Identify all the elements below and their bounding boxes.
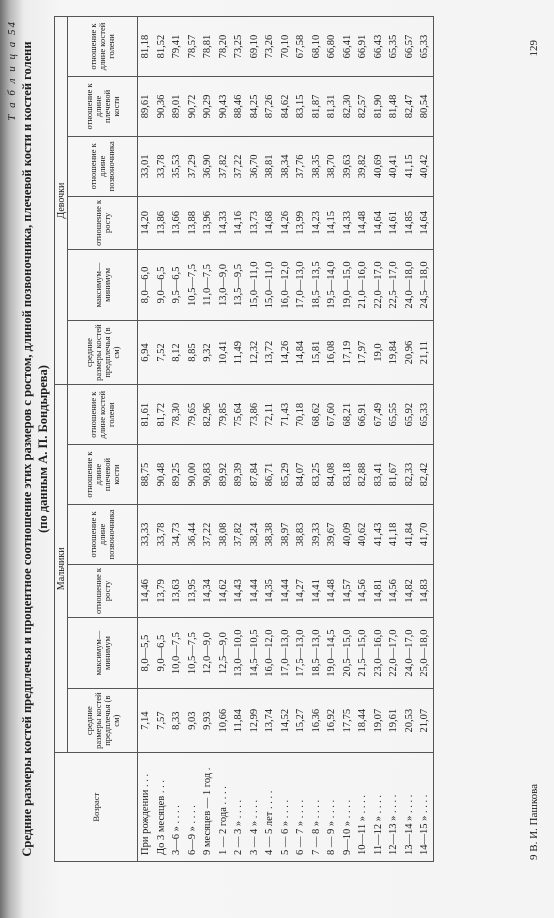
boys-value-cell: 75,64: [231, 385, 247, 445]
table-body: [138, 17, 434, 862]
girls-value-cell: 9,0—6,5: [154, 249, 170, 320]
boys-value-cell: 41,84: [402, 504, 418, 564]
girls-value-cell: 11,0—7,5: [200, 249, 216, 320]
boys-value-cell: 13,63: [169, 564, 185, 617]
girls-value-cell: 14,33: [216, 196, 232, 249]
boys-value-cell: 20,5—15,0: [340, 618, 356, 689]
girls-value-cell: 66,57: [402, 17, 418, 77]
age-cell: 9—10 » . . . .: [340, 753, 356, 862]
boys-value-cell: 18,44: [355, 689, 371, 753]
girls-value-cell: 14,68: [262, 196, 278, 249]
girls-value-cell: 22,0—17,0: [371, 249, 387, 320]
boys-value-cell: 70,18: [293, 385, 309, 445]
boys-value-cell: 14,56: [386, 564, 402, 617]
header-ratio-humerus: отношение к длине плечевой кости: [68, 77, 138, 137]
age-cell: 5 — 6 » . . . .: [278, 753, 294, 862]
boys-value-cell: 37,22: [200, 504, 216, 564]
girls-value-cell: 15,0—11,0: [247, 249, 263, 320]
boys-value-cell: 9,93: [200, 689, 216, 753]
boys-value-cell: 89,92: [216, 445, 232, 505]
boys-value-cell: 68,21: [340, 385, 356, 445]
age-cell: 13—14 » . . . .: [402, 753, 418, 862]
boys-value-cell: 73,86: [247, 385, 263, 445]
girls-value-cell: 82,30: [340, 77, 356, 137]
girls-value-cell: 19,5—14,0: [324, 249, 340, 320]
boys-value-cell: 17,0—13,0: [278, 618, 294, 689]
girls-value-cell: 6,94: [138, 320, 154, 384]
girls-value-cell: 39,82: [355, 136, 371, 196]
boys-value-cell: 79,65: [185, 385, 201, 445]
age-cell: 8 — 9 » . . . .: [324, 753, 340, 862]
girls-value-cell: 81,90: [371, 77, 387, 137]
boys-value-cell: 89,39: [231, 445, 247, 505]
girls-value-cell: 90,72: [185, 77, 201, 137]
boys-value-cell: 85,29: [278, 445, 294, 505]
boys-value-cell: 41,18: [386, 504, 402, 564]
boys-value-cell: 20,53: [402, 689, 418, 753]
girls-value-cell: 37,76: [293, 136, 309, 196]
boys-value-cell: 40,09: [340, 504, 356, 564]
girls-value-cell: 9,5—6,5: [169, 249, 185, 320]
header-age: Возраст: [55, 753, 138, 862]
girls-value-cell: 84,62: [278, 77, 294, 137]
boys-value-cell: 14,44: [278, 564, 294, 617]
boys-value-cell: 17,75: [340, 689, 356, 753]
boys-value-cell: 86,71: [262, 445, 278, 505]
header-ratio-height: отношение к росту: [68, 564, 138, 617]
girls-value-cell: 38,34: [278, 136, 294, 196]
table-row: [216, 17, 232, 862]
boys-value-cell: 88,75: [138, 445, 154, 505]
girls-value-cell: 78,57: [185, 17, 201, 77]
boys-value-cell: 82,42: [417, 445, 433, 505]
girls-value-cell: 83,15: [293, 77, 309, 137]
boys-value-cell: 7,57: [154, 689, 170, 753]
table-row: [154, 17, 170, 862]
boys-value-cell: 14,27: [293, 564, 309, 617]
girls-value-cell: 89,01: [169, 77, 185, 137]
boys-value-cell: 17,5—13,0: [293, 618, 309, 689]
girls-value-cell: 36,90: [200, 136, 216, 196]
boys-value-cell: 41,70: [417, 504, 433, 564]
girls-value-cell: 24,0—18,0: [402, 249, 418, 320]
boys-value-cell: 14,82: [402, 564, 418, 617]
boys-value-cell: 83,41: [371, 445, 387, 505]
girls-value-cell: 84,25: [247, 77, 263, 137]
girls-value-cell: 21,11: [417, 320, 433, 384]
boys-value-cell: 33,78: [154, 504, 170, 564]
boys-value-cell: 38,38: [262, 504, 278, 564]
boys-value-cell: 11,84: [231, 689, 247, 753]
girls-value-cell: 13,73: [247, 196, 263, 249]
table-row: [169, 17, 185, 862]
girls-value-cell: 14,26: [278, 196, 294, 249]
girls-value-cell: 19,0: [371, 320, 387, 384]
boys-value-cell: 90,83: [200, 445, 216, 505]
boys-value-cell: 84,08: [324, 445, 340, 505]
boys-value-cell: 81,67: [386, 445, 402, 505]
girls-value-cell: 67,58: [293, 17, 309, 77]
boys-value-cell: 23,0—16,0: [371, 618, 387, 689]
girls-value-cell: 17,19: [340, 320, 356, 384]
data-table: [54, 16, 434, 862]
girls-value-cell: 35,53: [169, 136, 185, 196]
girls-value-cell: 14,61: [386, 196, 402, 249]
girls-value-cell: 14,16: [231, 196, 247, 249]
boys-value-cell: 40,62: [355, 504, 371, 564]
girls-value-cell: 90,36: [154, 77, 170, 137]
table-row: [386, 17, 402, 862]
girls-value-cell: 14,84: [293, 320, 309, 384]
girls-value-cell: 37,29: [185, 136, 201, 196]
boys-value-cell: 33,33: [138, 504, 154, 564]
header-maxmin: максимум—минимум: [68, 618, 138, 689]
boys-value-cell: 16,36: [309, 689, 325, 753]
girls-value-cell: 41,15: [402, 136, 418, 196]
girls-value-cell: 82,57: [355, 77, 371, 137]
table-label: Т а б л и ц а 54: [6, 20, 18, 121]
girls-value-cell: 38,81: [262, 136, 278, 196]
girls-value-cell: 37,22: [231, 136, 247, 196]
girls-value-cell: 13,88: [185, 196, 201, 249]
girls-value-cell: 68,10: [309, 17, 325, 77]
boys-value-cell: 38,08: [216, 504, 232, 564]
boys-value-cell: 9,0—6,5: [154, 618, 170, 689]
header-maxmin: максимум—минимум: [68, 249, 138, 320]
age-cell: 4 — 5 лет . . . .: [262, 753, 278, 862]
boys-value-cell: 82,33: [402, 445, 418, 505]
table-row: [247, 17, 263, 862]
boys-value-cell: 65,92: [402, 385, 418, 445]
girls-value-cell: 40,69: [371, 136, 387, 196]
boys-value-cell: 15,27: [293, 689, 309, 753]
boys-value-cell: 68,62: [309, 385, 325, 445]
boys-value-cell: 14,46: [138, 564, 154, 617]
header-ratio-shin: отношение к длине костей голени: [68, 385, 138, 445]
girls-value-cell: 14,64: [371, 196, 387, 249]
girls-value-cell: 73,26: [262, 17, 278, 77]
boys-value-cell: 71,43: [278, 385, 294, 445]
table-row: [262, 17, 278, 862]
girls-value-cell: 8,0—6,0: [138, 249, 154, 320]
table-row: [293, 17, 309, 862]
girls-value-cell: 38,35: [309, 136, 325, 196]
age-cell: 10—11 » . . . .: [355, 753, 371, 862]
boys-value-cell: 82,88: [355, 445, 371, 505]
boys-value-cell: 81,72: [154, 385, 170, 445]
boys-value-cell: 72,11: [262, 385, 278, 445]
table-row: [200, 17, 216, 862]
boys-value-cell: 14,41: [309, 564, 325, 617]
girls-value-cell: 18,5—13,5: [309, 249, 325, 320]
boys-value-cell: 10,0—7,5: [169, 618, 185, 689]
boys-value-cell: 19,61: [386, 689, 402, 753]
header-ratio-shin: отношение к длине костей голени: [68, 17, 138, 77]
table-row: [402, 17, 418, 862]
boys-value-cell: 13,95: [185, 564, 201, 617]
girls-value-cell: 33,78: [154, 136, 170, 196]
girls-value-cell: 78,81: [200, 17, 216, 77]
age-cell: 3 — 4 » . . . .: [247, 753, 263, 862]
boys-value-cell: 16,0—12,0: [262, 618, 278, 689]
boys-value-cell: 13,79: [154, 564, 170, 617]
girls-value-cell: 81,87: [309, 77, 325, 137]
girls-value-cell: 14,33: [340, 196, 356, 249]
boys-value-cell: 89,25: [169, 445, 185, 505]
table-subtitle: (по данным А. П. Бондырева): [36, 365, 50, 533]
girls-value-cell: 66,41: [340, 17, 356, 77]
header-girls: Девочки: [55, 17, 68, 385]
girls-value-cell: 14,48: [355, 196, 371, 249]
girls-value-cell: 13,99: [293, 196, 309, 249]
boys-value-cell: 84,07: [293, 445, 309, 505]
boys-value-cell: 14,5—10,5: [247, 618, 263, 689]
girls-value-cell: 65,33: [417, 17, 433, 77]
girls-value-cell: 14,85: [402, 196, 418, 249]
header-mean: средние размеры костей предплечья (в см): [68, 320, 138, 384]
boys-value-cell: 14,44: [247, 564, 263, 617]
boys-value-cell: 10,66: [216, 689, 232, 753]
girls-value-cell: 13,5—9,5: [231, 249, 247, 320]
girls-value-cell: 39,63: [340, 136, 356, 196]
girls-value-cell: 8,85: [185, 320, 201, 384]
girls-value-cell: 70,10: [278, 17, 294, 77]
boys-value-cell: 90,00: [185, 445, 201, 505]
girls-value-cell: 10,5—7,5: [185, 249, 201, 320]
girls-value-cell: 81,52: [154, 17, 170, 77]
boys-value-cell: 22,0—17,0: [386, 618, 402, 689]
girls-value-cell: 14,20: [138, 196, 154, 249]
girls-value-cell: 90,43: [216, 77, 232, 137]
boys-value-cell: 36,44: [185, 504, 201, 564]
girls-value-cell: 81,31: [324, 77, 340, 137]
boys-value-cell: 78,30: [169, 385, 185, 445]
boys-value-cell: 13,74: [262, 689, 278, 753]
girls-value-cell: 81,48: [386, 77, 402, 137]
boys-value-cell: 14,48: [324, 564, 340, 617]
boys-value-cell: 8,0—5,5: [138, 618, 154, 689]
header-ratio-spine: отношение к длине позвоночника: [68, 504, 138, 564]
boys-value-cell: 65,55: [386, 385, 402, 445]
girls-value-cell: 14,23: [309, 196, 325, 249]
boys-value-cell: 9,03: [185, 689, 201, 753]
boys-value-cell: 41,43: [371, 504, 387, 564]
boys-value-cell: 21,07: [417, 689, 433, 753]
boys-value-cell: 18,5—13,0: [309, 618, 325, 689]
boys-value-cell: 7,14: [138, 689, 154, 753]
age-cell: 12—13 » . . . .: [386, 753, 402, 862]
girls-value-cell: 81,18: [138, 17, 154, 77]
girls-value-cell: 40,42: [417, 136, 433, 196]
girls-value-cell: 14,15: [324, 196, 340, 249]
boys-value-cell: 14,34: [200, 564, 216, 617]
boys-value-cell: 37,82: [231, 504, 247, 564]
boys-value-cell: 24,0—17,0: [402, 618, 418, 689]
table-row: [185, 17, 201, 862]
boys-value-cell: 8,33: [169, 689, 185, 753]
header-ratio-height: отношение к росту: [68, 196, 138, 249]
girls-value-cell: 82,47: [402, 77, 418, 137]
boys-value-cell: 12,99: [247, 689, 263, 753]
age-cell: 6—9 » . . . .: [185, 753, 201, 862]
age-cell: 2 — 3 » . . . .: [231, 753, 247, 862]
boys-value-cell: 14,57: [340, 564, 356, 617]
boys-value-cell: 16,92: [324, 689, 340, 753]
girls-value-cell: 16,0—12,0: [278, 249, 294, 320]
girls-value-cell: 8,12: [169, 320, 185, 384]
girls-value-cell: 37,82: [216, 136, 232, 196]
boys-value-cell: 14,35: [262, 564, 278, 617]
header-ratio-humerus: отношение к длине плечевой кости: [68, 445, 138, 505]
girls-value-cell: 87,26: [262, 77, 278, 137]
girls-value-cell: 66,91: [355, 17, 371, 77]
boys-value-cell: 14,52: [278, 689, 294, 753]
table-row: [340, 17, 356, 862]
boys-value-cell: 39,33: [309, 504, 325, 564]
girls-value-cell: 38,70: [324, 136, 340, 196]
boys-value-cell: 14,62: [216, 564, 232, 617]
girls-value-cell: 80,54: [417, 77, 433, 137]
header-boys: Мальчики: [55, 385, 68, 753]
girls-value-cell: 11,49: [231, 320, 247, 384]
boys-value-cell: 67,60: [324, 385, 340, 445]
boys-value-cell: 14,56: [355, 564, 371, 617]
girls-value-cell: 10,41: [216, 320, 232, 384]
girls-value-cell: 69,10: [247, 17, 263, 77]
age-cell: 11—12 » . . . .: [371, 753, 387, 862]
boys-value-cell: 14,43: [231, 564, 247, 617]
girls-value-cell: 22,5—17,0: [386, 249, 402, 320]
boys-value-cell: 25,0—18,0: [417, 618, 433, 689]
boys-value-cell: 19,07: [371, 689, 387, 753]
page-number: 129: [528, 40, 540, 57]
age-cell: До 3 месяцев . . .: [154, 753, 170, 862]
boys-value-cell: 79,85: [216, 385, 232, 445]
girls-value-cell: 21,0—16,0: [355, 249, 371, 320]
boys-value-cell: 67,49: [371, 385, 387, 445]
boys-value-cell: 87,84: [247, 445, 263, 505]
table-row: [371, 17, 387, 862]
boys-value-cell: 66,91: [355, 385, 371, 445]
boys-value-cell: 21,5—15,0: [355, 618, 371, 689]
boys-value-cell: 81,61: [138, 385, 154, 445]
header-mean: средние размеры костей предплечья (в см): [68, 689, 138, 753]
age-cell: 14—15 » . . . .: [417, 753, 433, 862]
age-cell: 6 — 7 » . . . .: [293, 753, 309, 862]
boys-value-cell: 10,5—7,5: [185, 618, 201, 689]
girls-value-cell: 13,66: [169, 196, 185, 249]
boys-value-cell: 39,67: [324, 504, 340, 564]
girls-value-cell: 12,32: [247, 320, 263, 384]
girls-value-cell: 9,32: [200, 320, 216, 384]
boys-value-cell: 38,97: [278, 504, 294, 564]
table-row: [231, 17, 247, 862]
boys-value-cell: 83,18: [340, 445, 356, 505]
table-row: [309, 17, 325, 862]
girls-value-cell: 66,43: [371, 17, 387, 77]
boys-value-cell: 34,73: [169, 504, 185, 564]
footer-author: 9 В. И. Пашкова: [528, 783, 540, 860]
boys-value-cell: 13,0—10,0: [231, 618, 247, 689]
girls-value-cell: 14,64: [417, 196, 433, 249]
table-row: [324, 17, 340, 862]
girls-value-cell: 13,72: [262, 320, 278, 384]
girls-value-cell: 17,0—13,0: [293, 249, 309, 320]
boys-value-cell: 82,96: [200, 385, 216, 445]
girls-value-cell: 36,70: [247, 136, 263, 196]
girls-value-cell: 19,84: [386, 320, 402, 384]
boys-value-cell: 65,33: [417, 385, 433, 445]
header-ratio-spine: отношение к длине позвоночника: [68, 136, 138, 196]
boys-value-cell: 38,83: [293, 504, 309, 564]
girls-value-cell: 14,26: [278, 320, 294, 384]
boys-value-cell: 90,48: [154, 445, 170, 505]
boys-value-cell: 83,25: [309, 445, 325, 505]
girls-value-cell: 13,86: [154, 196, 170, 249]
age-cell: 7 — 8 » . . . .: [309, 753, 325, 862]
table-row: [355, 17, 371, 862]
girls-value-cell: 79,41: [169, 17, 185, 77]
girls-value-cell: 40,41: [386, 136, 402, 196]
girls-value-cell: 20,96: [402, 320, 418, 384]
girls-value-cell: 19,0—15,0: [340, 249, 356, 320]
boys-value-cell: 38,24: [247, 504, 263, 564]
girls-value-cell: 13,0—9,0: [216, 249, 232, 320]
table-row: [138, 17, 154, 862]
girls-value-cell: 33,01: [138, 136, 154, 196]
boys-value-cell: 12,0—9,0: [200, 618, 216, 689]
girls-value-cell: 24,5—18,0: [417, 249, 433, 320]
age-cell: 3—6 » . . . .: [169, 753, 185, 862]
girls-value-cell: 7,52: [154, 320, 170, 384]
girls-value-cell: 65,35: [386, 17, 402, 77]
girls-value-cell: 73,25: [231, 17, 247, 77]
girls-value-cell: 89,61: [138, 77, 154, 137]
boys-value-cell: 14,81: [371, 564, 387, 617]
table-title: Средние размеры костей предплечья и процентное соотношение этих размеров с ростом, длиной позвоночника, плечевой кости и костей голени: [20, 41, 34, 857]
boys-value-cell: 19,0—14,5: [324, 618, 340, 689]
age-cell: При рождении . . .: [138, 753, 154, 862]
girls-value-cell: 66,80: [324, 17, 340, 77]
girls-value-cell: 15,81: [309, 320, 325, 384]
age-cell: 1 — 2 года . . . .: [216, 753, 232, 862]
girls-value-cell: 15,0—11,0: [262, 249, 278, 320]
girls-value-cell: 78,20: [216, 17, 232, 77]
table-row: [417, 17, 433, 862]
boys-value-cell: 12,5—9,0: [216, 618, 232, 689]
girls-value-cell: 13,96: [200, 196, 216, 249]
girls-value-cell: 88,46: [231, 77, 247, 137]
table-row: [278, 17, 294, 862]
age-cell: 9 месяцев — 1 год .: [200, 753, 216, 862]
boys-value-cell: 14,83: [417, 564, 433, 617]
girls-value-cell: 17,97: [355, 320, 371, 384]
girls-value-cell: 16,08: [324, 320, 340, 384]
girls-value-cell: 90,29: [200, 77, 216, 137]
